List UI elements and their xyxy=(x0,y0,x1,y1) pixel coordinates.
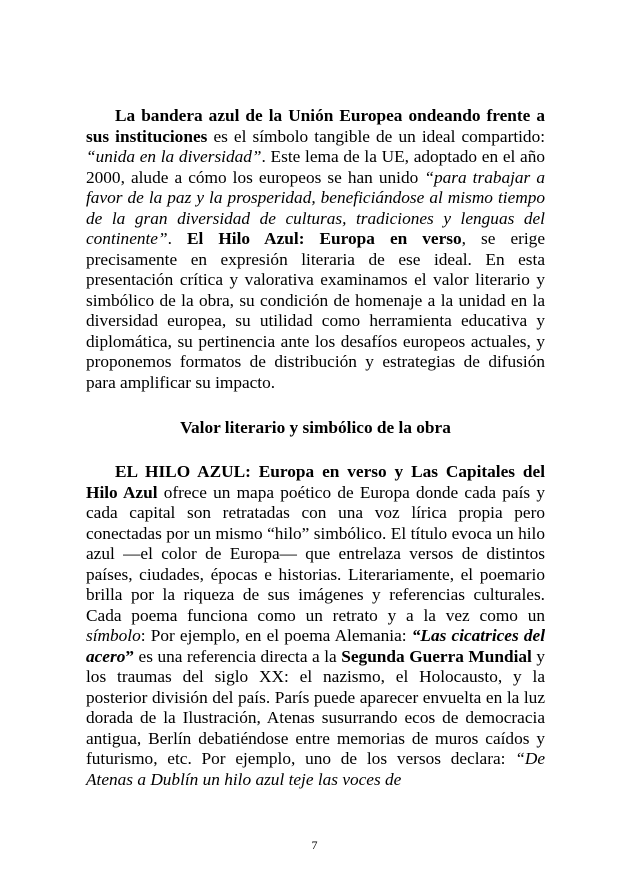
section-heading: Valor literario y simbólico de la obra xyxy=(180,418,451,437)
poem-quote-close: ” xyxy=(125,646,134,666)
verse-quote-italic: “De Atenas a Dublín un hilo azul teje las voces de xyxy=(86,749,545,789)
intro-text-1: es el símbolo tangible de un ideal compartido: xyxy=(207,126,546,146)
eu-description-quote: “para trabajar a favor de la paz y la prosperidad, beneficiándose al mismo tiempo de la gran diversidad de culturas, tradiciones y lenguas del continente” xyxy=(86,167,545,248)
poem-quote-bold-italic: “Las cicatrices del acero xyxy=(86,626,546,666)
ww2-bold: Segunda Guerra Mundial xyxy=(341,646,532,666)
body-text-4: y los traumas del siglo XX: el nazismo, el Holocausto, y la posterior división del país. París puede aparecer envuelta en la luz dorada de la Ilustración, Atenas susurrando ecos de democracia antigua, Berlín debatiéndose entre memorias de muros caídos y futurismo, etc. Por ejemplo, uno de los versos declara: xyxy=(86,646,545,768)
page-number: 7 xyxy=(311,838,318,852)
eu-motto-quote: “unida en la diversidad” xyxy=(86,147,262,166)
book-full-title-bold: EL HILO AZUL: Europa en verso y Las Capitales del Hilo Azul xyxy=(86,462,545,502)
intro-text-4: , se erige precisamente en expresión literaria de ese ideal. En esta presentación crítica y valorativa examinamos el valor literario y simbólico de la obra, su condición de homenaje a la unidad en la diversidad europea, su utilidad como herramienta educativa y diplomática, su pertinencia ante los desafíos europeos actuales, y proponemos formatos de distribución y estrategias de difusión para amplificar su impacto. xyxy=(86,229,545,392)
body-text-2: : Por ejemplo, en el poema Alemania: xyxy=(140,626,412,645)
intro-text-2: . Este lema de la UE, adoptado en el año 2000, alude a cómo los europeos se han unido xyxy=(86,147,545,187)
body-text-1: ofrece un mapa poético de Europa donde cada país y cada capital son retratadas con una voz lírica propia pero conectadas por un mismo “hilo” simbólico. El título evoca un hilo azul —el color de Europa— que entrelaza versos de distintos países, ciudades, épocas e historias. Literariamente, el poemario brilla por la riqueza de sus imágenes y referencias culturales. Cada poema funciona como un retrato y a la vez como un xyxy=(86,482,545,625)
symbol-italic: símbolo xyxy=(86,626,141,645)
intro-paragraph xyxy=(86,106,545,393)
book-title-bold: El Hilo Azul: Europa en verso xyxy=(186,229,462,248)
body-text-3: es una referencia directa a la xyxy=(134,646,342,666)
literary-value-paragraph xyxy=(86,462,545,790)
intro-text-3: . xyxy=(167,229,187,248)
intro-bold-lead: La bandera azul de la Unión Europea ondeando frente a sus instituciones xyxy=(86,106,545,146)
